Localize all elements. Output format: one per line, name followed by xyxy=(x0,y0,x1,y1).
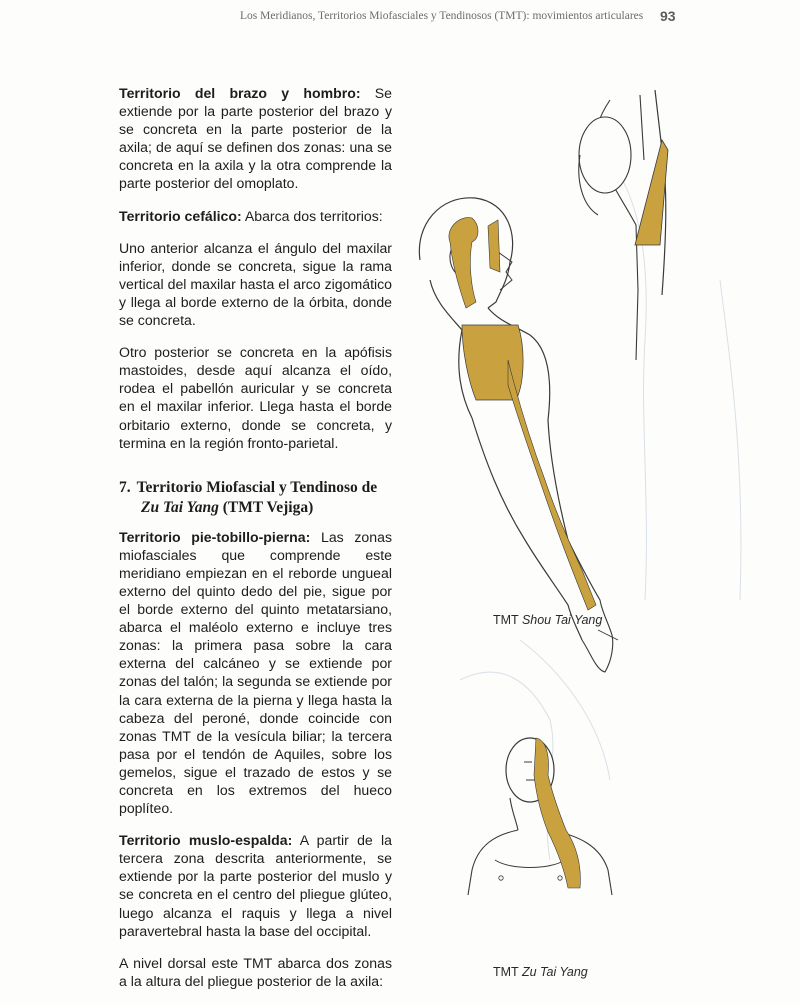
meridian-zone-temple xyxy=(488,220,500,272)
anatomy-illustrations xyxy=(400,40,800,1000)
paragraph-anterior: Uno anterior alcanza el ángulo del maxilar inferior, donde se concreta, sigue la rama vertical del maxilar hasta el arco zigomático y llega al borde externo de la órbita, donde se concreta. xyxy=(119,239,392,329)
section-title-rest: (TMT Vejiga) xyxy=(218,498,314,516)
text-cephalic: Abarca dos territorios: xyxy=(241,207,383,224)
paragraph-foot-ankle-leg xyxy=(119,528,392,818)
figure-zu-tai-yang xyxy=(468,738,612,895)
meridian-zone-axilla xyxy=(635,140,668,245)
caption-2-italic: Zu Tai Yang xyxy=(521,965,588,979)
meridian-zone-face-neck xyxy=(534,738,580,888)
text-foot-ankle-leg: Las zonas miofasciales que comprende este meridiano empiezan en el reborde ungueal externo del quinto dedo del pie, sigue por el borde externo del quinto metatarsiano, abarca el maléolo externo e incluye tres zonas: la primera pasa sobre la cara externa del calcáneo y se extiende por zonas del talón; la segunda se extiende por la cara externa de la pierna y llega hasta la cabeza del peroné, donde coincide con zonas TMT de la vesícula biliar; la tercera pasa por el tendón de Aquiles, sobre los gemelos, sigue el trazado de estos y se concreta en los extremos del hueco poplíteo. xyxy=(119,528,392,817)
meridian-band-arm xyxy=(508,360,596,610)
caption-zu-tai-yang xyxy=(493,965,588,979)
paragraph-thigh-back xyxy=(119,831,392,940)
lead-arm-shoulder: Territorio del brazo y hombro: xyxy=(119,85,361,101)
text-column xyxy=(119,84,392,1004)
section-heading xyxy=(119,478,392,518)
figure-shou-tai-yang xyxy=(419,198,618,672)
lead-thigh-back: Territorio muslo-espalda: xyxy=(119,832,293,849)
paragraph-dorsal: A nivel dorsal este TMT abarca dos zonas a la altura del pliegue posterior de la axila: xyxy=(119,954,392,989)
section-number: 7. xyxy=(119,478,131,496)
paragraph-posterior: Otro posterior se concreta en la apófisis mastoides, desde aquí alcanza el oído, rodea el pabellón auricular y se concreta en el maxilar inferior. Llega hasta el borde orbitario externo, donde se concreta, y termina en la región fronto-parietal. xyxy=(119,344,392,451)
running-head: Los Meridianos, Territorios Miofasciales y Tendinosos (TMT): movimientos articulares xyxy=(240,10,644,22)
section-title-line1: Territorio Miofascial y Tendinoso de xyxy=(136,478,378,496)
figure-raised-arm xyxy=(579,90,668,360)
caption-shou-tai-yang xyxy=(493,613,602,627)
paragraph-cephalic xyxy=(119,207,392,225)
page-number: 93 xyxy=(660,8,676,24)
paragraph-arm-shoulder xyxy=(119,84,392,193)
caption-1-italic: Shou Tai Yang xyxy=(521,613,603,627)
text-arm-shoulder: Se extiende por la parte posterior del brazo y se concreta en la parte posterior de la axila; de aquí se definen dos zonas: una se concreta en la axila y la otra comprende la parte posterior del omoplato. xyxy=(119,85,392,192)
caption-2-prefix: TMT xyxy=(493,965,522,979)
figure-area xyxy=(400,40,800,1000)
lead-cephalic: Territorio cefálico: xyxy=(119,207,242,224)
section-title-italic: Zu Tai Yang xyxy=(141,498,219,516)
lead-foot-ankle-leg: Territorio pie-tobillo-pierna: xyxy=(119,528,311,545)
caption-1-prefix: TMT xyxy=(493,613,522,627)
text-thigh-back: A partir de la tercera zona descrita anteriormente, se extiende por la parte posterior del muslo y se concreta en el centro del pliegue glúteo, luego alcanza el raquis y llega a nivel paravertebral hasta la base del occipital. xyxy=(119,832,393,939)
